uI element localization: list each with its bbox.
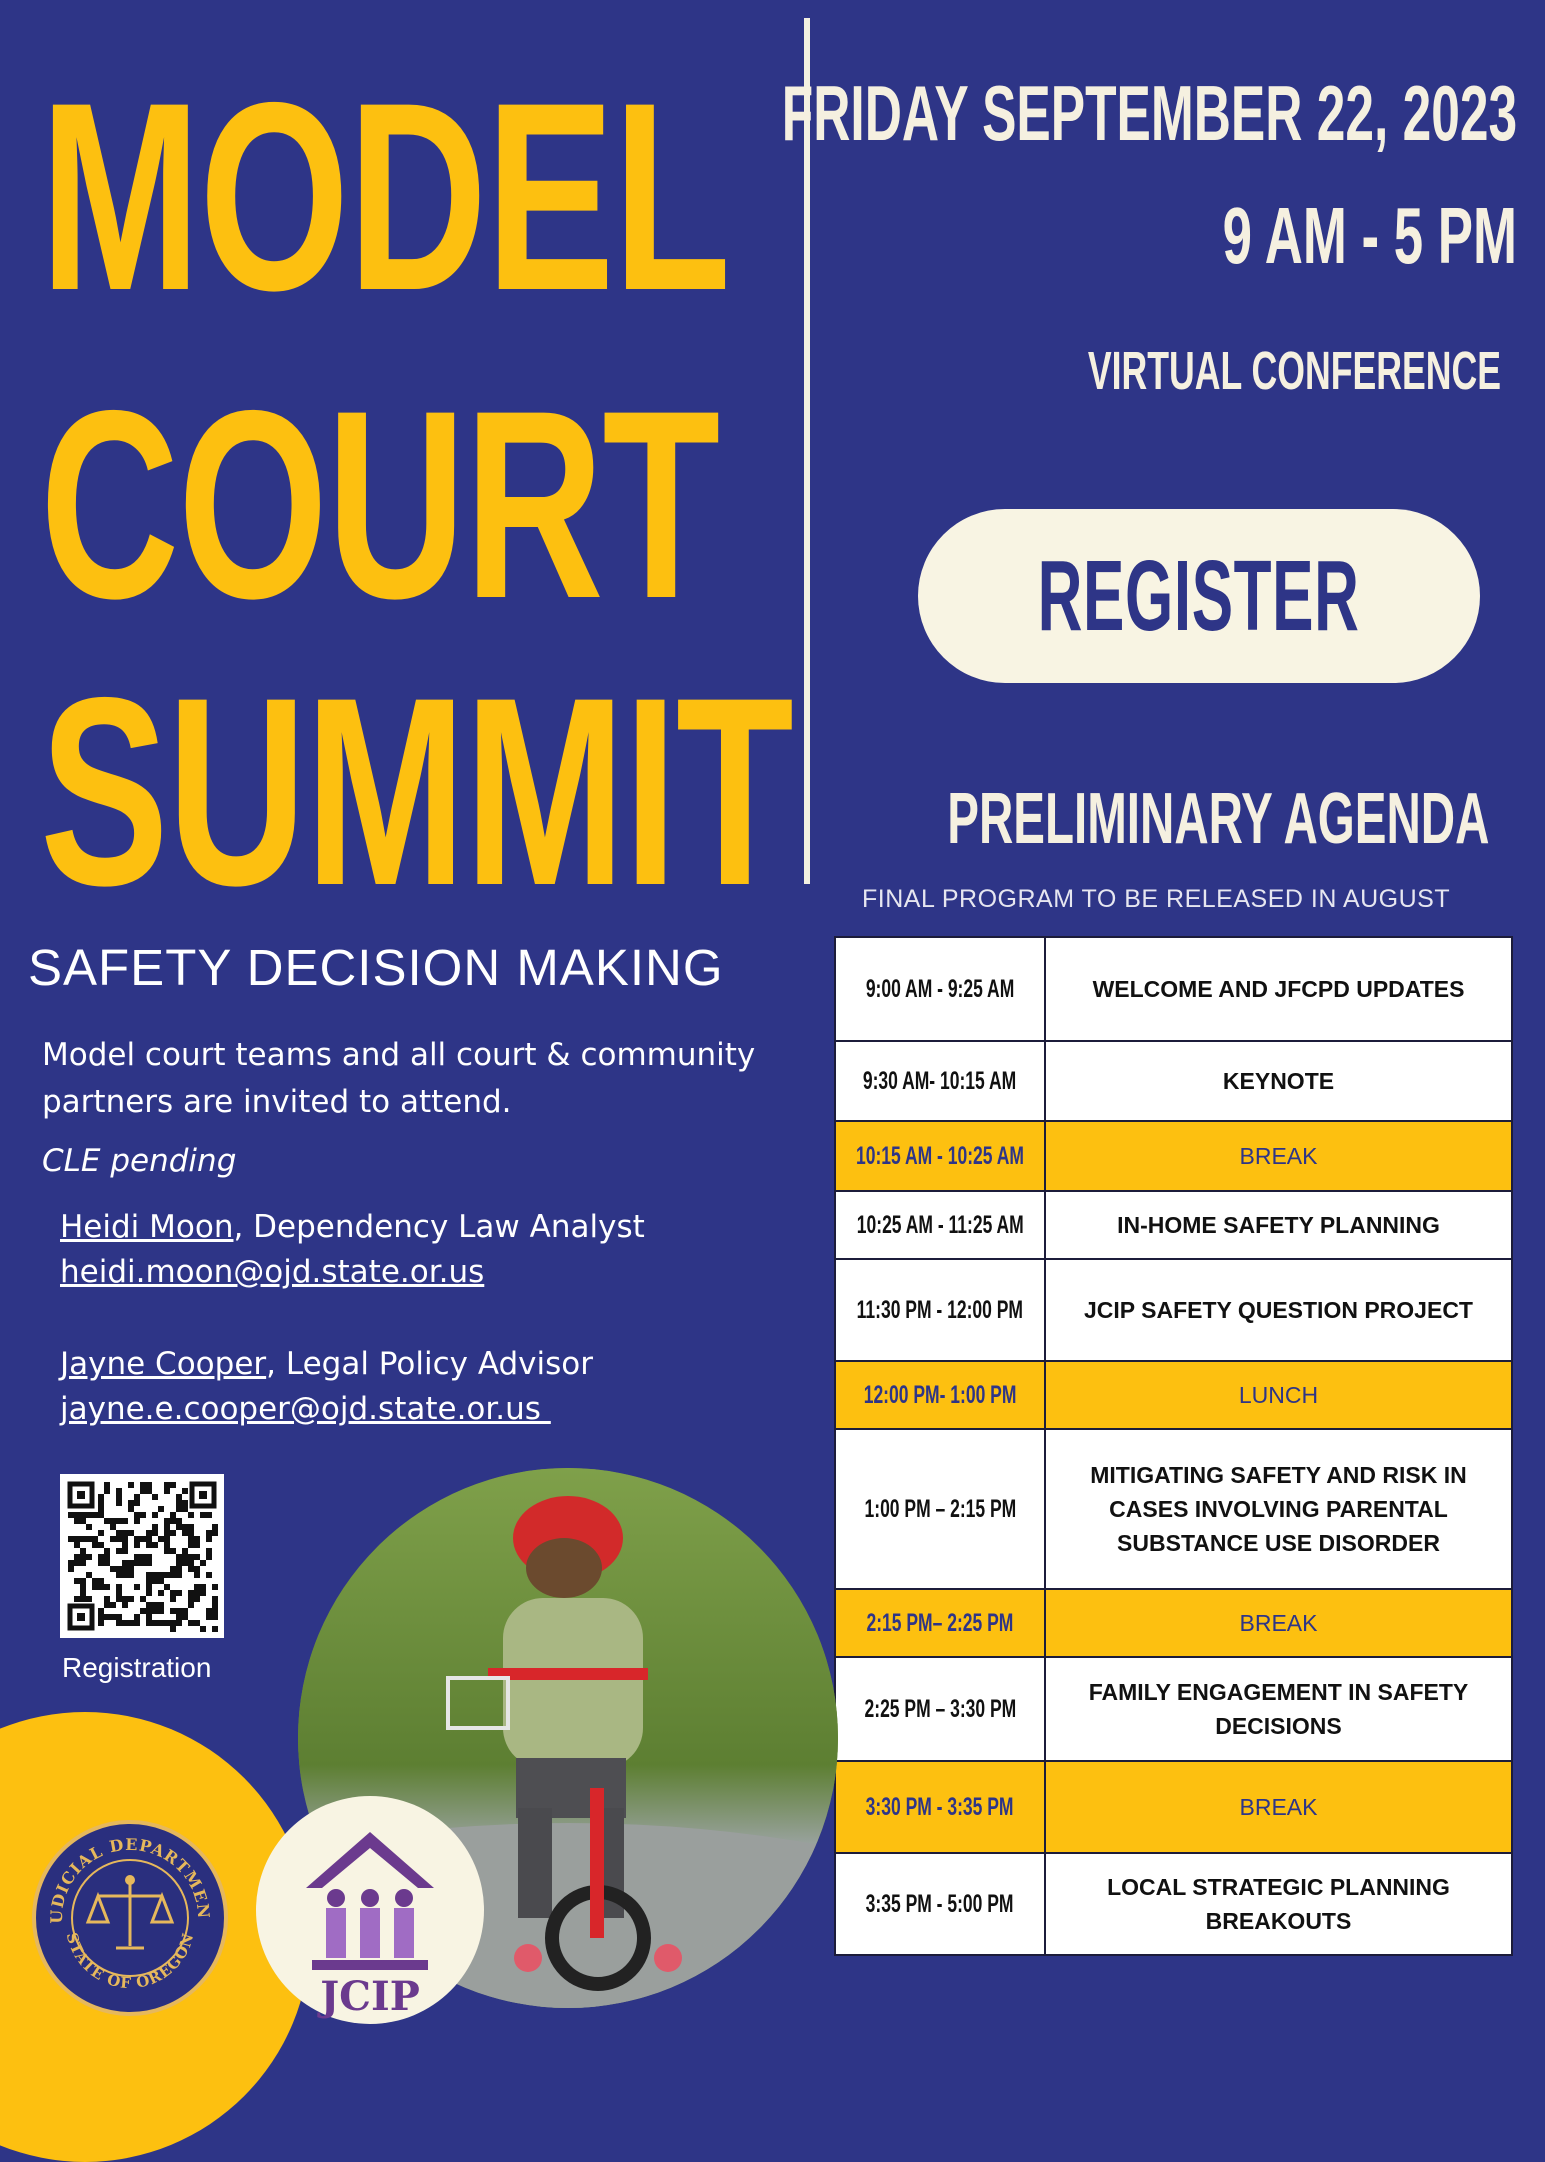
cle-note: CLE pending <box>42 1143 237 1179</box>
agenda-row <box>836 1042 1511 1122</box>
contact-role: , Dependency Law Analyst <box>233 1209 645 1245</box>
agenda-event: JCIP SAFETY QUESTION PROJECT <box>1084 1297 1473 1323</box>
agenda-event: KEYNOTE <box>1222 1068 1335 1094</box>
qr-label: Registration <box>62 1652 212 1683</box>
agenda-row <box>836 1658 1511 1762</box>
agenda-row <box>836 1430 1511 1590</box>
agenda-time-cell <box>836 1430 1046 1588</box>
agenda-row <box>836 1192 1511 1260</box>
event-format: VIRTUAL CONFERENCE <box>1087 341 1501 401</box>
agenda-event: BREAK <box>1239 1610 1318 1636</box>
agenda-event: MITIGATING SAFETY AND RISK IN CASES INVOLVING PARENTAL SUBSTANCE USE DISORDER <box>1090 1462 1467 1556</box>
agenda-event: FAMILY ENGAGEMENT IN SAFETY DECISIONS <box>1088 1679 1469 1739</box>
agenda-row <box>836 1762 1511 1854</box>
agenda-time: 1:00 PM – 2:15 PM <box>864 1494 1016 1523</box>
agenda-event: WELCOME AND JFCPD UPDATES <box>1092 976 1465 1002</box>
agenda-time-cell <box>836 1658 1046 1760</box>
agenda-time-cell <box>836 1762 1046 1852</box>
agenda-time-cell <box>836 1590 1046 1656</box>
title-line-1: MODEL <box>40 46 730 346</box>
contact-jayne <box>60 1342 593 1432</box>
agenda-time: 9:30 AM- 10:15 AM <box>863 1066 1017 1095</box>
jcip-logo-text: JCIP <box>320 1973 420 2020</box>
agenda-time-cell <box>836 1192 1046 1258</box>
agenda-time: 2:25 PM – 3:30 PM <box>864 1694 1016 1723</box>
agenda-time-cell <box>836 1122 1046 1190</box>
oregon-judicial-seal <box>32 1820 228 2016</box>
agenda-row <box>836 1260 1511 1362</box>
event-time: 9 AM - 5 PM <box>1222 191 1517 280</box>
seal-text-top: UDICIAL DEPARTMEN <box>46 1834 214 1924</box>
agenda-time: 3:30 PM - 3:35 PM <box>866 1792 1014 1821</box>
register-button[interactable] <box>918 509 1480 683</box>
agenda-row <box>836 1362 1511 1430</box>
contact-name-link[interactable]: Jayne Cooper <box>60 1346 267 1382</box>
agenda-time-cell <box>836 938 1046 1040</box>
contact-name-link[interactable]: Heidi Moon <box>60 1209 234 1245</box>
agenda-time: 10:15 AM - 10:25 AM <box>856 1141 1024 1170</box>
agenda-event: LUNCH <box>1238 1382 1319 1408</box>
contact-email-link[interactable]: heidi.moon@ojd.state.or.us <box>60 1254 485 1290</box>
seal-text-bottom: STATE OF OREGON <box>62 1930 198 1993</box>
subtitle: SAFETY DECISION MAKING <box>28 939 724 996</box>
jcip-logo <box>256 1796 484 2024</box>
agenda-time: 12:00 PM- 1:00 PM <box>863 1380 1017 1409</box>
title-line-3: SUMMIT <box>40 641 793 941</box>
agenda-event: LOCAL STRATEGIC PLANNING BREAKOUTS <box>1107 1874 1450 1934</box>
register-button-label: REGISTER <box>1038 539 1360 652</box>
agenda-time: 10:25 AM - 11:25 AM <box>856 1210 1024 1239</box>
registration-qr-code[interactable] <box>60 1474 224 1638</box>
contact-role: , Legal Policy Advisor <box>266 1346 593 1382</box>
agenda-event: BREAK <box>1239 1143 1318 1169</box>
contact-heidi <box>60 1205 645 1295</box>
agenda-time-cell <box>836 1260 1046 1360</box>
event-date: FRIDAY SEPTEMBER 22, 2023 <box>781 69 1517 157</box>
agenda-time: 3:35 PM - 5:00 PM <box>866 1889 1014 1918</box>
invitation-text: Model court teams and all court & community partners are invited to attend. <box>42 1037 756 1120</box>
contact-email-link[interactable]: jayne.e.cooper@ojd.state.or.us <box>60 1391 551 1427</box>
agenda-time: 2:15 PM– 2:25 PM <box>866 1608 1014 1637</box>
agenda-heading: PRELIMINARY AGENDA <box>946 779 1489 859</box>
agenda-note: FINAL PROGRAM TO BE RELEASED IN AUGUST <box>862 885 1451 913</box>
agenda-row <box>836 938 1511 1042</box>
agenda-time-cell <box>836 1362 1046 1428</box>
agenda-time-cell <box>836 1042 1046 1120</box>
agenda-row <box>836 1590 1511 1658</box>
agenda-event: IN-HOME SAFETY PLANNING <box>1117 1212 1440 1238</box>
agenda-time: 11:30 PM - 12:00 PM <box>856 1295 1024 1324</box>
agenda-time: 9:00 AM - 9:25 AM <box>865 974 1015 1003</box>
agenda-row <box>836 1122 1511 1192</box>
agenda-row <box>836 1854 1511 1954</box>
agenda-time-cell <box>836 1854 1046 1954</box>
agenda-event: BREAK <box>1239 1794 1318 1820</box>
title-line-2: COURT <box>40 354 719 654</box>
agenda-table <box>834 936 1513 1956</box>
